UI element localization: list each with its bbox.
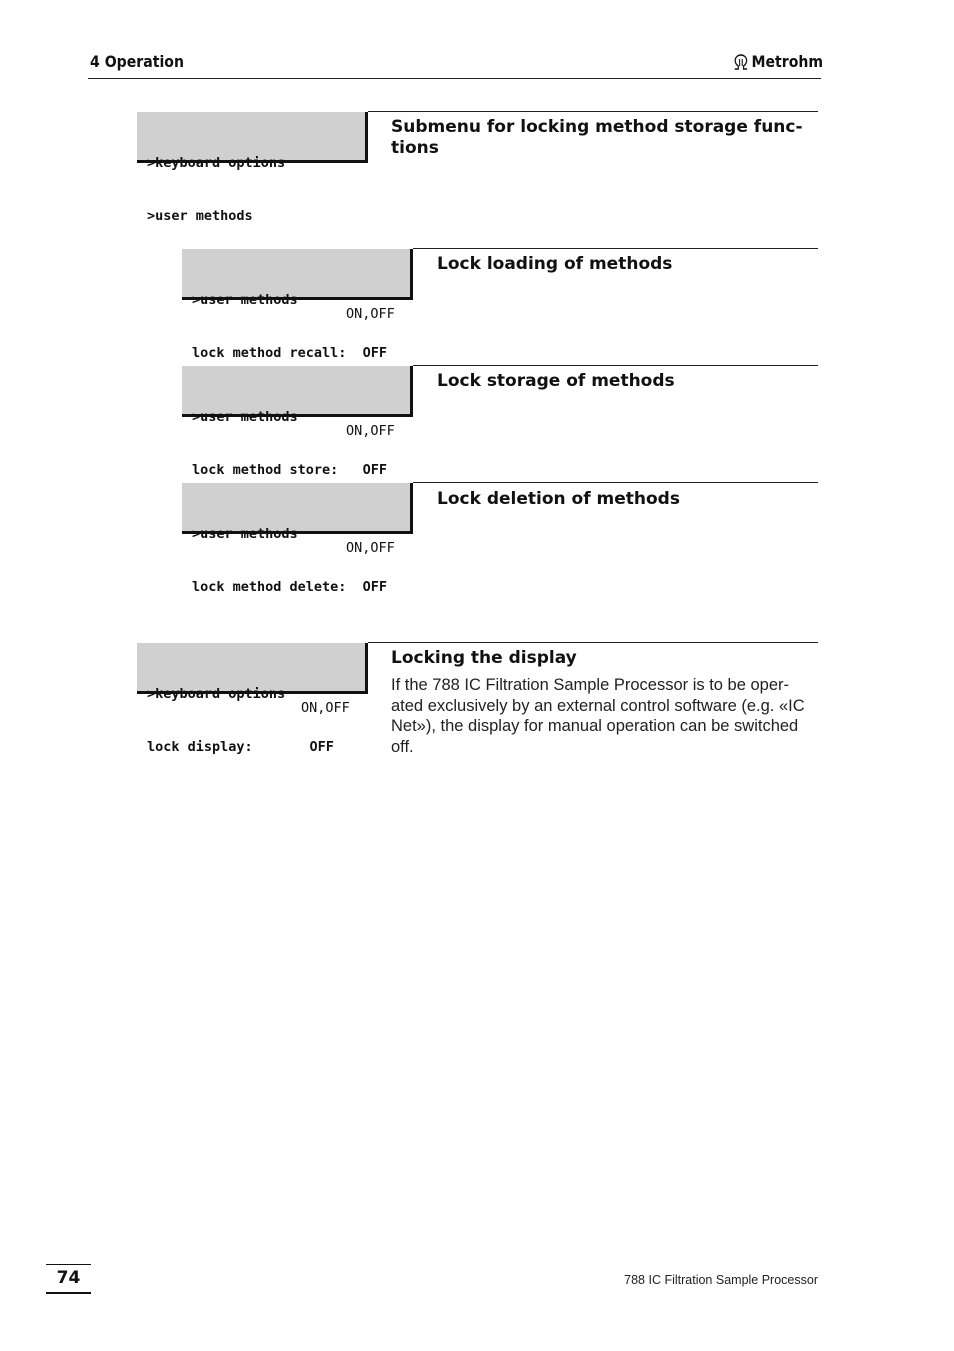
section-heading-lock-loading: Lock loading of methods — [437, 254, 673, 274]
lcd-display-keyboard-options — [137, 112, 368, 224]
value-range: ON,OFF — [346, 540, 395, 556]
lcd-line-2: lock method delete: OFF — [192, 578, 388, 595]
section-rule — [413, 365, 818, 366]
header-rule — [88, 78, 821, 79]
section-title: 4 Operation — [90, 52, 184, 71]
section-heading-locking-display: Locking the display — [391, 648, 577, 668]
value-range: ON,OFF — [346, 423, 395, 439]
lcd-line-2: lock display: OFF — [147, 738, 334, 755]
page-number: 74 — [46, 1264, 91, 1294]
lcd-line-1: >user methods — [192, 409, 298, 425]
lcd-line-1: >keyboard options — [147, 686, 286, 702]
metrohm-omega-icon — [733, 54, 749, 70]
section-heading-submenu: Submenu for locking method storage func- tions — [391, 117, 803, 158]
lcd-line-1: >keyboard options — [147, 155, 286, 171]
lcd-line-1: >user methods — [192, 526, 298, 542]
lcd-line-1: >user methods — [192, 292, 298, 308]
section-rule — [413, 248, 818, 249]
value-range: ON,OFF — [301, 700, 350, 716]
section-rule — [368, 111, 818, 112]
section-body-text: If the 788 IC Filtration Sample Processor is to be oper- ated exclusively by an external control software (e.g. «IC Net»), the display for manual operation can be switched off. — [391, 676, 805, 756]
section-rule — [368, 642, 818, 643]
logo-text: Metrohm — [751, 52, 824, 71]
section-heading-lock-deletion: Lock deletion of methods — [437, 489, 680, 509]
lcd-line-2: lock method recall: OFF — [192, 344, 388, 361]
section-heading-lock-storage: Lock storage of methods — [437, 371, 675, 391]
document-title: 788 IC Filtration Sample Processor — [624, 1273, 818, 1287]
lcd-line-2: >user methods — [147, 207, 253, 224]
value-range: ON,OFF — [346, 306, 395, 322]
section-rule — [413, 482, 818, 483]
lcd-line-2: lock method store: OFF — [192, 461, 388, 478]
metrohm-logo — [733, 52, 823, 71]
